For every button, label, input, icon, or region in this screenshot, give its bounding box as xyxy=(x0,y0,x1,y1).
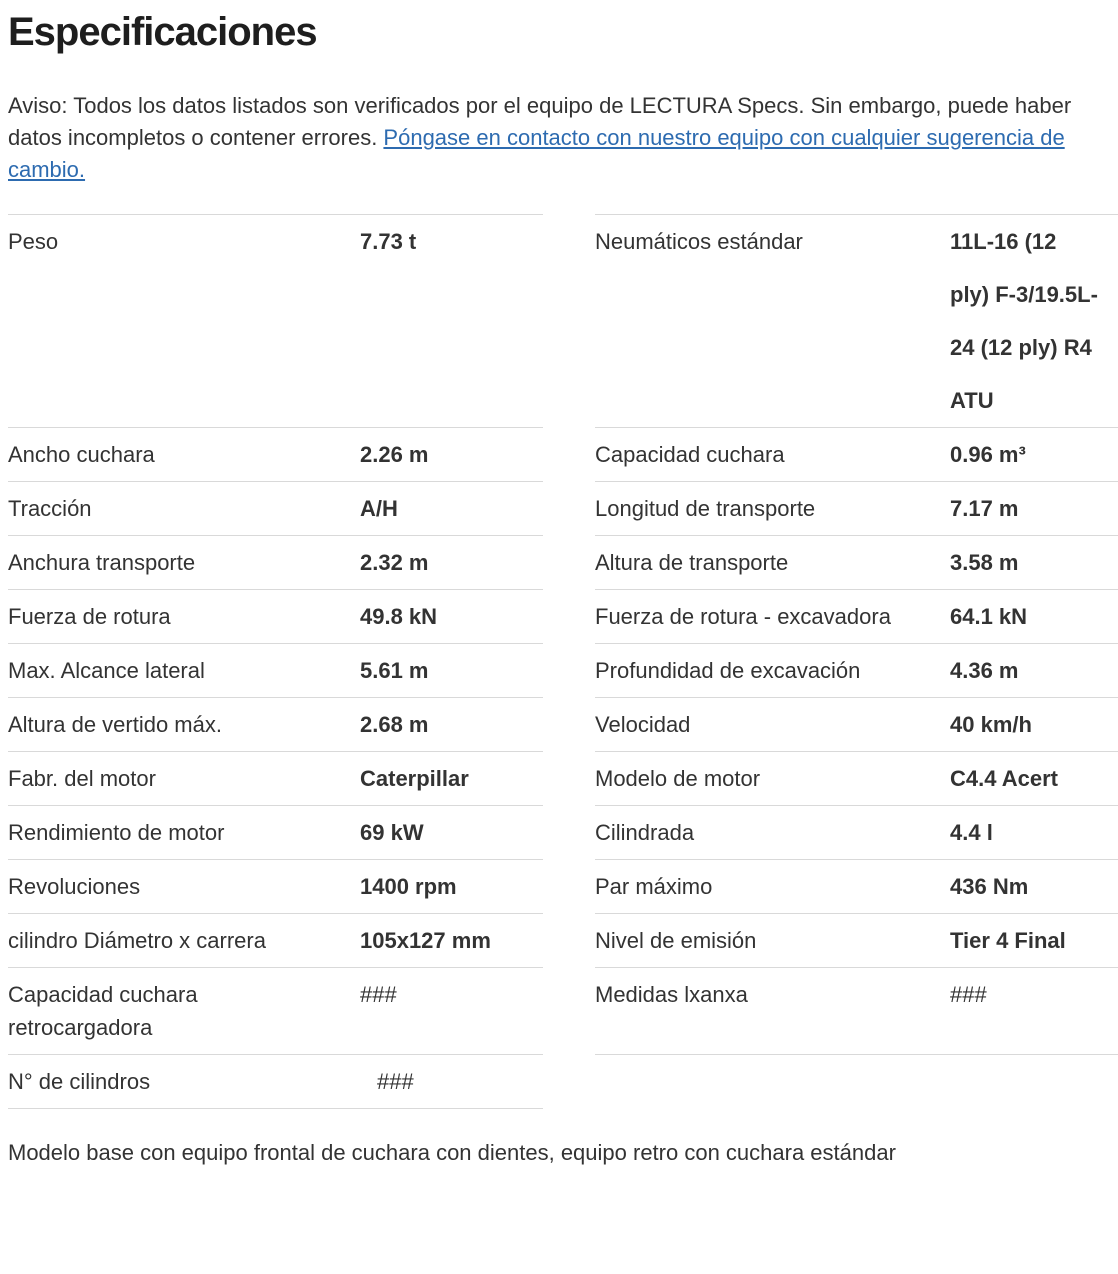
spec-value: 1400 rpm xyxy=(360,859,543,913)
spec-label: Modelo de motor xyxy=(595,751,950,805)
spec-label: Fabr. del motor xyxy=(8,751,360,805)
column-gap xyxy=(543,214,595,427)
notice-text: Aviso: Todos los datos listados son verificados por el equipo de LECTURA Specs. Sin embargo, puede haber datos incompletos o contener errores. xyxy=(8,93,1072,150)
spec-label: Ancho cuchara xyxy=(8,427,360,481)
table-bottom-border xyxy=(360,1108,543,1109)
spec-value: Caterpillar xyxy=(360,751,543,805)
spec-label: Profundidad de excavación xyxy=(595,643,950,697)
spec-value: ### xyxy=(950,967,1118,1054)
spec-value: 2.32 m xyxy=(360,535,543,589)
spec-label: Fuerza de rotura xyxy=(8,589,360,643)
column-gap xyxy=(543,859,595,913)
specs-table xyxy=(8,214,1118,1109)
spec-label: Longitud de transporte xyxy=(595,481,950,535)
spec-label: Capacidad cuchara xyxy=(595,427,950,481)
column-gap xyxy=(543,643,595,697)
spec-value: 436 Nm xyxy=(950,859,1118,913)
spec-value: Tier 4 Final xyxy=(950,913,1118,967)
spec-label: Anchura transporte xyxy=(8,535,360,589)
spec-label: Rendimiento de motor xyxy=(8,805,360,859)
column-gap xyxy=(543,535,595,589)
spec-value: 0.96 m³ xyxy=(950,427,1118,481)
spec-label: Altura de transporte xyxy=(595,535,950,589)
spec-label-text: Capacidad cuchara retrocargadora xyxy=(8,982,198,1040)
spec-value: ### xyxy=(360,967,543,1054)
spec-label: Fuerza de rotura - excavadora xyxy=(595,589,950,643)
spec-value-text: 11L-16 (12 ply) F-3/19.5L-24 (12 ply) R4 ATU xyxy=(950,229,1098,413)
spec-label: Cilindrada xyxy=(595,805,950,859)
table-bottom-border xyxy=(8,1108,360,1109)
spec-value: 40 km/h xyxy=(950,697,1118,751)
empty-cell xyxy=(595,1054,950,1108)
page-title: Especificaciones xyxy=(8,10,317,54)
column-gap xyxy=(543,1054,595,1108)
spec-label: Medidas lxanxa xyxy=(595,967,950,1054)
spec-value: 3.58 m xyxy=(950,535,1118,589)
spec-value: 5.61 m xyxy=(360,643,543,697)
column-gap xyxy=(543,697,595,751)
column-gap xyxy=(543,805,595,859)
base-model-note: Modelo base con equipo frontal de cuchara con dientes, equipo retro con cuchara estándar xyxy=(8,1140,896,1165)
spec-label: Par máximo xyxy=(595,859,950,913)
spec-label: Velocidad xyxy=(595,697,950,751)
contact-team-link[interactable]: Póngase en contacto con nuestro equipo con cualquier sugerencia de cambio. xyxy=(8,125,1065,182)
empty-cell xyxy=(950,1054,1118,1108)
spec-value: 4.36 m xyxy=(950,643,1118,697)
spec-label: Nivel de emisión xyxy=(595,913,950,967)
spec-value: 105x127 mm xyxy=(360,913,543,967)
spec-label: Altura de vertido máx. xyxy=(8,697,360,751)
column-gap xyxy=(543,967,595,1054)
column-gap xyxy=(543,913,595,967)
spec-label: N° de cilindros xyxy=(8,1054,360,1108)
spec-value: 69 kW xyxy=(360,805,543,859)
column-gap xyxy=(543,589,595,643)
column-gap xyxy=(543,481,595,535)
spec-value: 64.1 kN xyxy=(950,589,1118,643)
spec-label: Peso xyxy=(8,214,360,427)
spec-label: Neumáticos estándar xyxy=(595,214,950,427)
spec-label: cilindro Diámetro x carrera xyxy=(8,913,360,967)
spec-value: 4.4 l xyxy=(950,805,1118,859)
spec-value: 2.26 m xyxy=(360,427,543,481)
data-notice xyxy=(8,90,1100,186)
spec-value: ### xyxy=(360,1054,543,1108)
column-gap xyxy=(543,751,595,805)
spec-value xyxy=(950,214,1118,427)
column-gap xyxy=(543,427,595,481)
spec-value: 7.73 t xyxy=(360,214,543,427)
spec-value: C4.4 Acert xyxy=(950,751,1118,805)
spec-value: A/H xyxy=(360,481,543,535)
spec-value: 49.8 kN xyxy=(360,589,543,643)
spec-label: Revoluciones xyxy=(8,859,360,913)
spec-label xyxy=(8,967,360,1054)
spec-label: Tracción xyxy=(8,481,360,535)
spec-value: 2.68 m xyxy=(360,697,543,751)
spec-value: 7.17 m xyxy=(950,481,1118,535)
spec-label: Max. Alcance lateral xyxy=(8,643,360,697)
